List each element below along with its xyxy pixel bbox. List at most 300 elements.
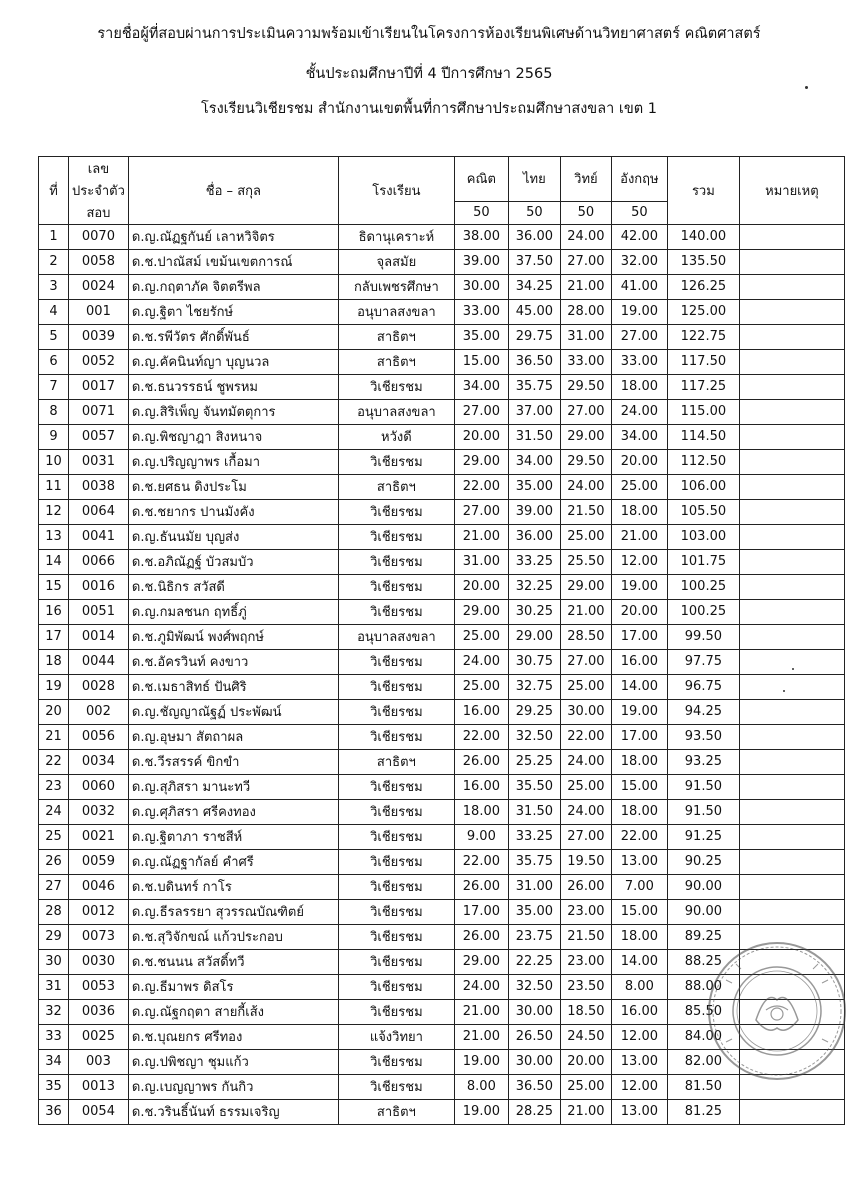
remark-cell xyxy=(739,1074,844,1099)
math-score-cell: 27.00 xyxy=(454,399,508,424)
thai-score-cell: 23.75 xyxy=(508,924,560,949)
math-score-cell: 16.00 xyxy=(454,699,508,724)
school-name-cell: วิเชียรชม xyxy=(338,999,454,1024)
thai-score-cell: 28.25 xyxy=(508,1099,560,1124)
total-score-cell: 125.00 xyxy=(667,299,739,324)
english-score-cell: 20.00 xyxy=(611,599,667,624)
math-score-cell: 8.00 xyxy=(454,1074,508,1099)
science-score-cell: 29.50 xyxy=(560,449,611,474)
science-score-cell: 28.50 xyxy=(560,624,611,649)
school-name-cell: วิเชียรชม xyxy=(338,799,454,824)
science-score-cell: 25.00 xyxy=(560,1074,611,1099)
remark-cell xyxy=(739,424,844,449)
student-name-cell: ด.ช.เมธาสิทธ์ ปันศิริ xyxy=(128,674,338,699)
math-score-cell: 26.00 xyxy=(454,924,508,949)
science-score-cell: 25.00 xyxy=(560,674,611,699)
row-number-cell: 17 xyxy=(39,624,69,649)
school-name-cell: วิเชียรชม xyxy=(338,949,454,974)
table-row xyxy=(39,349,845,374)
remark-cell xyxy=(739,224,844,249)
english-score-cell: 17.00 xyxy=(611,724,667,749)
math-score-cell: 24.00 xyxy=(454,649,508,674)
school-name-cell: วิเชียรชม xyxy=(338,574,454,599)
english-score-cell: 18.00 xyxy=(611,924,667,949)
total-score-cell: 90.25 xyxy=(667,849,739,874)
english-score-cell: 13.00 xyxy=(611,1099,667,1124)
school-name-cell: วิเชียรชม xyxy=(338,874,454,899)
remark-cell xyxy=(739,974,844,999)
english-score-cell: 15.00 xyxy=(611,899,667,924)
row-number-cell: 10 xyxy=(39,449,69,474)
school-name-cell: วิเชียรชม xyxy=(338,674,454,699)
table-row xyxy=(39,274,845,299)
exam-id-cell: 0024 xyxy=(69,274,129,299)
english-score-cell: 17.00 xyxy=(611,624,667,649)
english-score-cell: 25.00 xyxy=(611,474,667,499)
table-row xyxy=(39,899,845,924)
header-science: วิทย์ xyxy=(560,157,611,202)
header-thai: ไทย xyxy=(508,157,560,202)
thai-score-cell: 32.75 xyxy=(508,674,560,699)
thai-score-cell: 30.00 xyxy=(508,999,560,1024)
math-score-cell: 22.00 xyxy=(454,849,508,874)
row-number-cell: 36 xyxy=(39,1099,69,1124)
exam-id-cell: 0025 xyxy=(69,1024,129,1049)
english-score-cell: 21.00 xyxy=(611,524,667,549)
remark-cell xyxy=(739,1049,844,1074)
exam-id-cell: 0057 xyxy=(69,424,129,449)
exam-id-cell: 0059 xyxy=(69,849,129,874)
student-name-cell: ด.ญ.ฐิตา ไชยรักษ์ xyxy=(128,299,338,324)
row-number-cell: 16 xyxy=(39,599,69,624)
total-score-cell: 105.50 xyxy=(667,499,739,524)
english-score-cell: 22.00 xyxy=(611,824,667,849)
math-score-cell: 21.00 xyxy=(454,524,508,549)
results-table xyxy=(38,156,845,1125)
table-row xyxy=(39,949,845,974)
student-name-cell: ด.ญ.สุภิสรา มานะทวี xyxy=(128,774,338,799)
science-score-cell: 31.00 xyxy=(560,324,611,349)
header-english: อังกฤษ xyxy=(611,157,667,202)
math-score-cell: 19.00 xyxy=(454,1099,508,1124)
science-score-cell: 25.50 xyxy=(560,549,611,574)
row-number-cell: 35 xyxy=(39,1074,69,1099)
row-number-cell: 8 xyxy=(39,399,69,424)
remark-cell xyxy=(739,724,844,749)
header-math: คณิต xyxy=(454,157,508,202)
math-score-cell: 18.00 xyxy=(454,799,508,824)
document-title: รายชื่อผู้ที่สอบผ่านการประเมินความพร้อมเข้าเรียนในโครงการห้องเรียนพิเศษด้านวิทยาศาสตร์ คณิตศาสตร์ xyxy=(97,26,761,42)
school-name-cell: สาธิตฯ xyxy=(338,349,454,374)
header-math-max: 50 xyxy=(454,201,508,224)
thai-score-cell: 25.25 xyxy=(508,749,560,774)
total-score-cell: 103.00 xyxy=(667,524,739,549)
school-name-cell: วิเชียรชม xyxy=(338,374,454,399)
english-score-cell: 7.00 xyxy=(611,874,667,899)
student-name-cell: ด.ช.ชนนน สวัสดิ์ทวี xyxy=(128,949,338,974)
row-number-cell: 24 xyxy=(39,799,69,824)
thai-score-cell: 26.50 xyxy=(508,1024,560,1049)
math-score-cell: 26.00 xyxy=(454,749,508,774)
math-score-cell: 20.00 xyxy=(454,574,508,599)
remark-cell xyxy=(739,749,844,774)
exam-id-cell: 0054 xyxy=(69,1099,129,1124)
exam-id-cell: 0013 xyxy=(69,1074,129,1099)
header-no: ที่ xyxy=(39,157,69,225)
thai-score-cell: 36.50 xyxy=(508,1074,560,1099)
thai-score-cell: 35.00 xyxy=(508,899,560,924)
school-name-cell: อนุบาลสงขลา xyxy=(338,299,454,324)
remark-cell xyxy=(739,474,844,499)
total-score-cell: 90.00 xyxy=(667,899,739,924)
school-name-cell: วิเชียรชม xyxy=(338,899,454,924)
remark-cell xyxy=(739,624,844,649)
remark-cell xyxy=(739,399,844,424)
table-row xyxy=(39,449,845,474)
math-score-cell: 26.00 xyxy=(454,874,508,899)
thai-score-cell: 37.50 xyxy=(508,249,560,274)
english-score-cell: 18.00 xyxy=(611,749,667,774)
total-score-cell: 106.00 xyxy=(667,474,739,499)
thai-score-cell: 22.25 xyxy=(508,949,560,974)
exam-id-cell: 0052 xyxy=(69,349,129,374)
math-score-cell: 21.00 xyxy=(454,1024,508,1049)
english-score-cell: 42.00 xyxy=(611,224,667,249)
exam-id-cell: 0058 xyxy=(69,249,129,274)
school-name-cell: แจ้งวิทยา xyxy=(338,1024,454,1049)
table-row xyxy=(39,524,845,549)
row-number-cell: 3 xyxy=(39,274,69,299)
exam-id-cell: 0051 xyxy=(69,599,129,624)
header-remark: หมายเหตุ xyxy=(739,157,844,225)
remark-cell xyxy=(739,249,844,274)
student-name-cell: ด.ญ.ธีมาพร ดิสโร xyxy=(128,974,338,999)
science-score-cell: 23.00 xyxy=(560,949,611,974)
school-name-cell: จุลสมัย xyxy=(338,249,454,274)
english-score-cell: 32.00 xyxy=(611,249,667,274)
remark-cell xyxy=(739,924,844,949)
document-subtitle-school: โรงเรียนวิเชียรชม สำนักงานเขตพื้นที่การศึกษาประถมศึกษาสงขลา เขต 1 xyxy=(201,101,657,117)
remark-cell xyxy=(739,374,844,399)
exam-id-cell: 0070 xyxy=(69,224,129,249)
exam-id-cell: 0030 xyxy=(69,949,129,974)
exam-id-cell: 0071 xyxy=(69,399,129,424)
student-name-cell: ด.ช.ธนวรรธน์ ชูพรหม xyxy=(128,374,338,399)
math-score-cell: 24.00 xyxy=(454,974,508,999)
exam-id-cell: 002 xyxy=(69,699,129,724)
remark-cell xyxy=(739,849,844,874)
exam-id-cell: 0039 xyxy=(69,324,129,349)
exam-id-cell: 0044 xyxy=(69,649,129,674)
thai-score-cell: 31.50 xyxy=(508,799,560,824)
remark-cell xyxy=(739,574,844,599)
remark-cell xyxy=(739,499,844,524)
total-score-cell: 91.25 xyxy=(667,824,739,849)
school-name-cell: สาธิตฯ xyxy=(338,324,454,349)
thai-score-cell: 36.00 xyxy=(508,224,560,249)
thai-score-cell: 29.00 xyxy=(508,624,560,649)
exam-id-cell: 0066 xyxy=(69,549,129,574)
total-score-cell: 82.00 xyxy=(667,1049,739,1074)
student-name-cell: ด.ช.ปาณัสม์ เขม้นเขตการณ์ xyxy=(128,249,338,274)
school-name-cell: วิเชียรชม xyxy=(338,449,454,474)
thai-score-cell: 35.75 xyxy=(508,849,560,874)
remark-cell xyxy=(739,274,844,299)
science-score-cell: 29.50 xyxy=(560,374,611,399)
math-score-cell: 21.00 xyxy=(454,999,508,1024)
total-score-cell: 81.50 xyxy=(667,1074,739,1099)
row-number-cell: 11 xyxy=(39,474,69,499)
student-name-cell: ด.ช.ชยากร ปานมังคัง xyxy=(128,499,338,524)
exam-id-cell: 0032 xyxy=(69,799,129,824)
total-score-cell: 114.50 xyxy=(667,424,739,449)
table-row xyxy=(39,924,845,949)
row-number-cell: 12 xyxy=(39,499,69,524)
table-body xyxy=(39,224,845,1124)
total-score-cell: 101.75 xyxy=(667,549,739,574)
school-name-cell: วิเชียรชม xyxy=(338,974,454,999)
remark-cell xyxy=(739,649,844,674)
total-score-cell: 84.00 xyxy=(667,1024,739,1049)
english-score-cell: 27.00 xyxy=(611,324,667,349)
student-name-cell: ด.ญ.ปพิชญา ชุมแก้ว xyxy=(128,1049,338,1074)
math-score-cell: 20.00 xyxy=(454,424,508,449)
total-score-cell: 88.25 xyxy=(667,949,739,974)
thai-score-cell: 34.25 xyxy=(508,274,560,299)
english-score-cell: 41.00 xyxy=(611,274,667,299)
math-score-cell: 31.00 xyxy=(454,549,508,574)
school-name-cell: ธิดานุเคราะห์ xyxy=(338,224,454,249)
science-score-cell: 25.00 xyxy=(560,774,611,799)
exam-id-cell: 0028 xyxy=(69,674,129,699)
thai-score-cell: 36.00 xyxy=(508,524,560,549)
student-name-cell: ด.ญ.คัคนินท์ญา บุญนวล xyxy=(128,349,338,374)
header-id-line2: ประจำตัว xyxy=(69,179,129,201)
exam-id-cell: 0046 xyxy=(69,874,129,899)
total-score-cell: 88.00 xyxy=(667,974,739,999)
table-row xyxy=(39,574,845,599)
remark-cell xyxy=(739,1024,844,1049)
science-score-cell: 25.00 xyxy=(560,524,611,549)
student-name-cell: ด.ช.รพีวัตร ศักดิ์พันธ์ xyxy=(128,324,338,349)
total-score-cell: 81.25 xyxy=(667,1099,739,1124)
english-score-cell: 33.00 xyxy=(611,349,667,374)
remark-cell xyxy=(739,674,844,699)
student-name-cell: ด.ญ.ปริญญาพร เกื้อมา xyxy=(128,449,338,474)
table-row xyxy=(39,424,845,449)
school-name-cell: สาธิตฯ xyxy=(338,474,454,499)
student-name-cell: ด.ญ.พิชญาฎา สิงหนาจ xyxy=(128,424,338,449)
english-score-cell: 16.00 xyxy=(611,649,667,674)
table-row xyxy=(39,674,845,699)
english-score-cell: 24.00 xyxy=(611,399,667,424)
thai-score-cell: 36.50 xyxy=(508,349,560,374)
math-score-cell: 22.00 xyxy=(454,474,508,499)
row-number-cell: 2 xyxy=(39,249,69,274)
school-name-cell: วิเชียรชม xyxy=(338,924,454,949)
total-score-cell: 117.50 xyxy=(667,349,739,374)
table-row xyxy=(39,849,845,874)
table-row xyxy=(39,1024,845,1049)
row-number-cell: 5 xyxy=(39,324,69,349)
exam-id-cell: 0060 xyxy=(69,774,129,799)
science-score-cell: 23.50 xyxy=(560,974,611,999)
thai-score-cell: 30.00 xyxy=(508,1049,560,1074)
science-score-cell: 23.00 xyxy=(560,899,611,924)
english-score-cell: 19.00 xyxy=(611,699,667,724)
exam-id-cell: 0016 xyxy=(69,574,129,599)
table-row xyxy=(39,824,845,849)
table-row xyxy=(39,599,845,624)
table-row xyxy=(39,649,845,674)
scan-speck xyxy=(792,668,794,670)
thai-score-cell: 33.25 xyxy=(508,549,560,574)
row-number-cell: 29 xyxy=(39,924,69,949)
scan-speck xyxy=(805,86,808,89)
school-name-cell: วิเชียรชม xyxy=(338,724,454,749)
header-total: รวม xyxy=(667,157,739,225)
table-row xyxy=(39,874,845,899)
school-name-cell: วิเชียรชม xyxy=(338,1074,454,1099)
english-score-cell: 18.00 xyxy=(611,374,667,399)
english-score-cell: 12.00 xyxy=(611,1074,667,1099)
science-score-cell: 24.00 xyxy=(560,474,611,499)
total-score-cell: 91.50 xyxy=(667,774,739,799)
science-score-cell: 33.00 xyxy=(560,349,611,374)
table-row xyxy=(39,1074,845,1099)
total-score-cell: 96.75 xyxy=(667,674,739,699)
table-row xyxy=(39,774,845,799)
thai-score-cell: 32.25 xyxy=(508,574,560,599)
exam-id-cell: 0036 xyxy=(69,999,129,1024)
table-row xyxy=(39,374,845,399)
table-row xyxy=(39,249,845,274)
total-score-cell: 90.00 xyxy=(667,874,739,899)
thai-score-cell: 29.75 xyxy=(508,324,560,349)
student-name-cell: ด.ช.บดินทร์ กาโร xyxy=(128,874,338,899)
math-score-cell: 29.00 xyxy=(454,599,508,624)
english-score-cell: 18.00 xyxy=(611,799,667,824)
header-name: ชื่อ – สกุล xyxy=(128,157,338,225)
remark-cell xyxy=(739,899,844,924)
school-name-cell: วิเชียรชม xyxy=(338,824,454,849)
table-row xyxy=(39,399,845,424)
student-name-cell: ด.ช.นิธิกร สวัสดี xyxy=(128,574,338,599)
science-score-cell: 18.50 xyxy=(560,999,611,1024)
total-score-cell: 93.25 xyxy=(667,749,739,774)
row-number-cell: 18 xyxy=(39,649,69,674)
remark-cell xyxy=(739,599,844,624)
total-score-cell: 91.50 xyxy=(667,799,739,824)
english-score-cell: 19.00 xyxy=(611,574,667,599)
math-score-cell: 16.00 xyxy=(454,774,508,799)
english-score-cell: 15.00 xyxy=(611,774,667,799)
total-score-cell: 99.50 xyxy=(667,624,739,649)
school-name-cell: สาธิตฯ xyxy=(338,749,454,774)
exam-id-cell: 0053 xyxy=(69,974,129,999)
row-number-cell: 21 xyxy=(39,724,69,749)
school-name-cell: วิเชียรชม xyxy=(338,549,454,574)
school-name-cell: วิเชียรชม xyxy=(338,849,454,874)
exam-id-cell: 0031 xyxy=(69,449,129,474)
remark-cell xyxy=(739,324,844,349)
row-number-cell: 28 xyxy=(39,899,69,924)
science-score-cell: 28.00 xyxy=(560,299,611,324)
math-score-cell: 35.00 xyxy=(454,324,508,349)
english-score-cell: 13.00 xyxy=(611,849,667,874)
row-number-cell: 32 xyxy=(39,999,69,1024)
remark-cell xyxy=(739,799,844,824)
thai-score-cell: 35.75 xyxy=(508,374,560,399)
science-score-cell: 19.50 xyxy=(560,849,611,874)
table-row xyxy=(39,474,845,499)
thai-score-cell: 32.50 xyxy=(508,724,560,749)
table-row xyxy=(39,724,845,749)
student-name-cell: ด.ช.วีรสรรค์ ขิกขำ xyxy=(128,749,338,774)
math-score-cell: 9.00 xyxy=(454,824,508,849)
total-score-cell: 115.00 xyxy=(667,399,739,424)
science-score-cell: 24.00 xyxy=(560,749,611,774)
row-number-cell: 27 xyxy=(39,874,69,899)
table-row xyxy=(39,324,845,349)
exam-id-cell: 0034 xyxy=(69,749,129,774)
student-name-cell: ด.ญ.อุษมา สัตถาผล xyxy=(128,724,338,749)
row-number-cell: 9 xyxy=(39,424,69,449)
exam-id-cell: 001 xyxy=(69,299,129,324)
science-score-cell: 27.00 xyxy=(560,399,611,424)
math-score-cell: 39.00 xyxy=(454,249,508,274)
total-score-cell: 93.50 xyxy=(667,724,739,749)
school-name-cell: วิเชียรชม xyxy=(338,524,454,549)
english-score-cell: 18.00 xyxy=(611,499,667,524)
header-school: โรงเรียน xyxy=(338,157,454,225)
table-row xyxy=(39,299,845,324)
table-row xyxy=(39,499,845,524)
thai-score-cell: 31.50 xyxy=(508,424,560,449)
math-score-cell: 34.00 xyxy=(454,374,508,399)
thai-score-cell: 32.50 xyxy=(508,974,560,999)
exam-id-cell: 0021 xyxy=(69,824,129,849)
remark-cell xyxy=(739,949,844,974)
row-number-cell: 13 xyxy=(39,524,69,549)
table-row xyxy=(39,799,845,824)
math-score-cell: 25.00 xyxy=(454,674,508,699)
thai-score-cell: 29.25 xyxy=(508,699,560,724)
header-id-line3: สอบ xyxy=(69,201,129,224)
thai-score-cell: 37.00 xyxy=(508,399,560,424)
science-score-cell: 29.00 xyxy=(560,574,611,599)
math-score-cell: 30.00 xyxy=(454,274,508,299)
header-english-max: 50 xyxy=(611,201,667,224)
student-name-cell: ด.ญ.ณัฐกฤตา สายกี้เส้ง xyxy=(128,999,338,1024)
school-name-cell: กลับเพชรศึกษา xyxy=(338,274,454,299)
remark-cell xyxy=(739,549,844,574)
thai-score-cell: 45.00 xyxy=(508,299,560,324)
student-name-cell: ด.ญ.ศุภิสรา ศรีคงทอง xyxy=(128,799,338,824)
science-score-cell: 21.00 xyxy=(560,1099,611,1124)
english-score-cell: 20.00 xyxy=(611,449,667,474)
math-score-cell: 29.00 xyxy=(454,449,508,474)
school-name-cell: วิเชียรชม xyxy=(338,649,454,674)
table-row xyxy=(39,1049,845,1074)
science-score-cell: 22.00 xyxy=(560,724,611,749)
english-score-cell: 12.00 xyxy=(611,1024,667,1049)
school-name-cell: วิเชียรชม xyxy=(338,774,454,799)
thai-score-cell: 35.50 xyxy=(508,774,560,799)
school-name-cell: อนุบาลสงขลา xyxy=(338,624,454,649)
row-number-cell: 30 xyxy=(39,949,69,974)
row-number-cell: 6 xyxy=(39,349,69,374)
